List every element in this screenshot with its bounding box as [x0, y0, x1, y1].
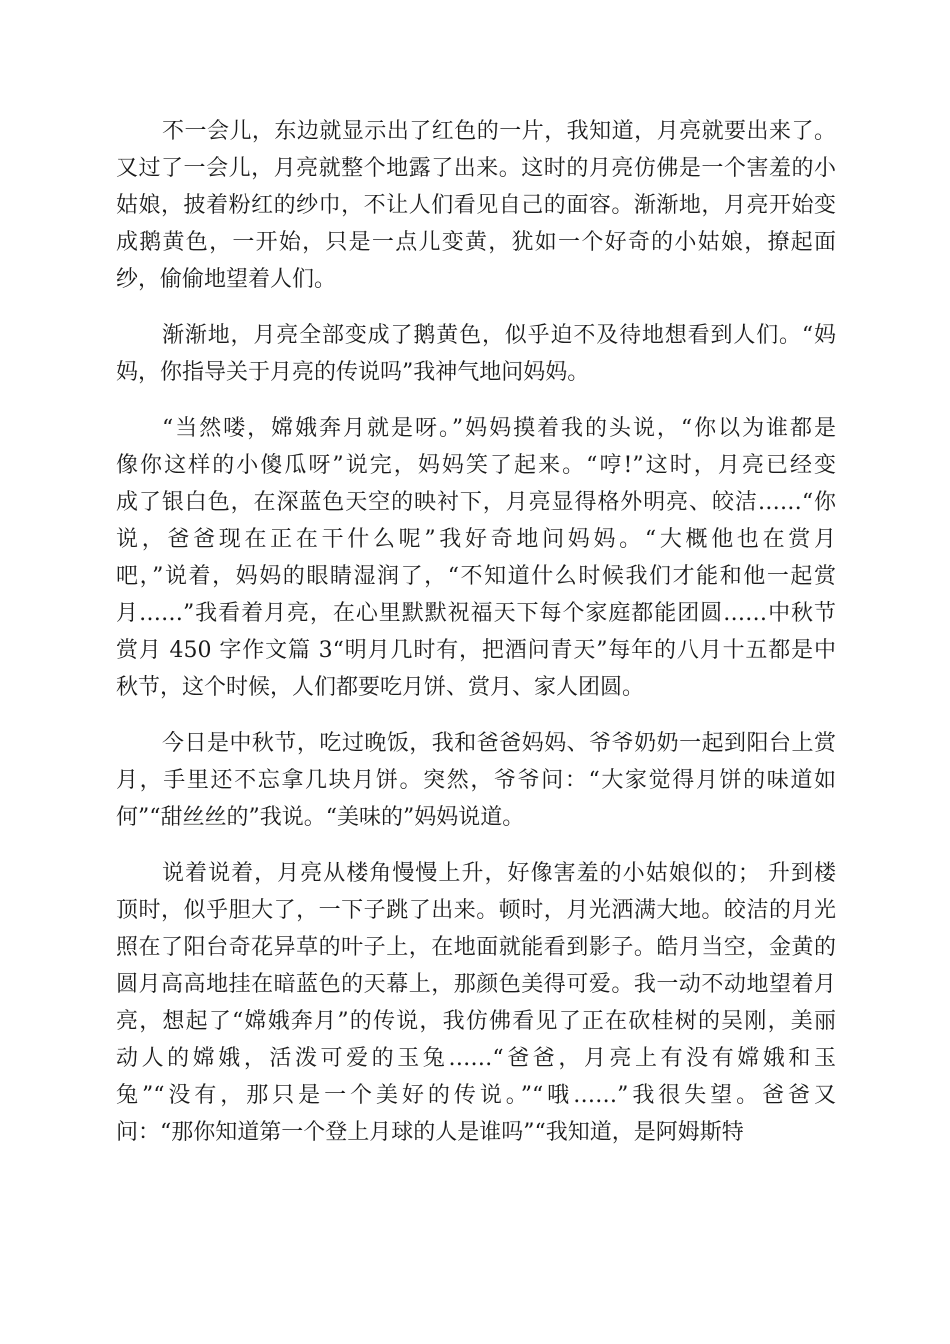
text-line: 说着说着，月亮从楼角慢慢上升，好像害羞的小姑娘似的； 升到楼 — [162, 861, 836, 886]
document-body — [116, 113, 836, 1170]
text-line: 亮，想起了“嫦娥奔月”的传说，我仿佛看见了正在砍桂树的吴刚，美丽 — [116, 1009, 836, 1034]
text-line: 今日是中秋节，吃过晚饭，我和爸爸妈妈、爷爷奶奶一起到阳台上赏 — [162, 731, 836, 756]
text-line: 渐渐地，月亮全部变成了鹅黄色，似乎迫不及待地想看到人们。“妈 — [162, 323, 836, 348]
text-line: 又过了一会儿，月亮就整个地露了出来。这时的月亮仿佛是一个害羞的小 — [116, 156, 836, 181]
paragraph — [116, 410, 836, 706]
text-line: 何”“甜丝丝的”我说。“美味的”妈妈说道。 — [116, 805, 525, 830]
text-line: 兔”“没有，那只是一个美好的传说。”“哦……”我很失望。爸爸又 — [116, 1083, 836, 1108]
paragraph — [116, 317, 836, 391]
text-line: 成了银白色，在深蓝色天空的映衬下，月亮显得格外明亮、皎洁……“你 — [116, 490, 836, 515]
text-line: 不一会儿，东边就显示出了红色的一片，我知道，月亮就要出来了。 — [162, 119, 836, 144]
text-line: 月，手里还不忘拿几块月饼。突然，爷爷问：“大家觉得月饼的味道如 — [116, 768, 836, 793]
paragraph — [116, 855, 836, 1151]
text-line: 像你这样的小傻瓜呀”说完，妈妈笑了起来。“哼!”这时，月亮已经变 — [116, 453, 836, 478]
text-line: 照在了阳台奇花异草的叶子上，在地面就能看到影子。皓月当空，金黄的 — [116, 935, 836, 960]
text-line: 纱，偷偷地望着人们。 — [116, 267, 337, 292]
text-line: 妈，你指导关于月亮的传说吗”我神气地问妈妈。 — [116, 360, 590, 385]
text-line: 圆月高高地挂在暗蓝色的天幕上，那颜色美得可爱。我一动不动地望着月 — [116, 972, 836, 997]
text-line: 动人的嫦娥，活泼可爱的玉兔……“爸爸，月亮上有没有嫦娥和玉 — [116, 1046, 836, 1071]
text-line: 赏月 450 字作文篇 3“明月几时有，把酒问青天”每年的八月十五都是中 — [116, 638, 836, 663]
text-line: 成鹅黄色，一开始，只是一点儿变黄，犹如一个好奇的小姑娘，撩起面 — [116, 230, 836, 255]
text-line: “当然喽，嫦娥奔月就是呀。”妈妈摸着我的头说，“你以为谁都是 — [162, 416, 836, 441]
paragraph — [116, 113, 836, 298]
paragraph — [116, 725, 836, 836]
text-line: 顶时，似乎胆大了，一下子跳了出来。顿时，月光洒满大地。皎洁的月光 — [116, 898, 836, 923]
text-line: 月……”我看着月亮，在心里默默祝福天下每个家庭都能团圆……中秋节 — [116, 601, 836, 626]
text-line: 吧，”说着，妈妈的眼睛湿润了，“不知道什么时候我们才能和他一起赏 — [116, 564, 836, 589]
text-line: 说，爸爸现在正在干什么呢”我好奇地问妈妈。“大概他也在赏月 — [116, 527, 836, 552]
text-line: 姑娘，披着粉红的纱巾，不让人们看见自己的面容。渐渐地，月亮开始变 — [116, 193, 836, 218]
text-line: 问：“那你知道第一个登上月球的人是谁吗”“我知道，是阿姆斯特 — [116, 1120, 744, 1145]
text-line: 秋节，这个时候，人们都要吃月饼、赏月、家人团圆。 — [116, 675, 645, 700]
